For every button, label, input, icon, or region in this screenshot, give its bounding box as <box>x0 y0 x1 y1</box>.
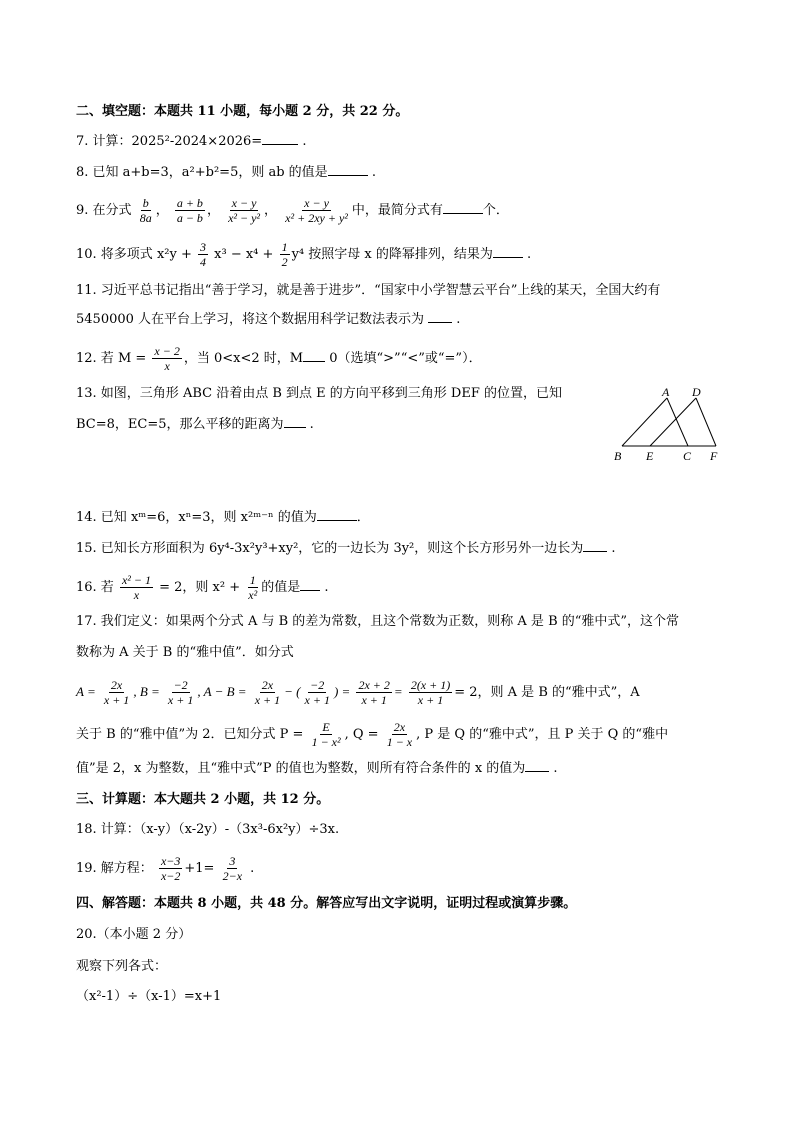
question-17-line-4 <box>76 720 668 749</box>
q13-answer-blank[interactable] <box>284 415 306 428</box>
q17-eq-g: = 2，则 A 是 B 的“雅中式”，A <box>454 685 640 700</box>
segment-ac <box>667 398 688 446</box>
q17-fraction-d: $\frac{-2}{x + 1}$ <box>304 678 330 707</box>
question-19 <box>76 854 254 883</box>
q17-fraction-q: $\frac{2x}{1 - x}$ <box>386 720 413 749</box>
q9-fraction-2: $\frac{a + b}{a - b}$ <box>176 196 203 225</box>
q9-fraction-3: $\frac{x - y}{\text{x² − y²}}$ <box>228 196 261 225</box>
q17-eq-f: = <box>393 684 403 699</box>
q16-mid: = 2，则 x² + <box>159 580 241 595</box>
label-a: A <box>662 385 670 399</box>
q8-text: 8. 已知 a+b=3，a²+b²=5，则 ab 的值是 <box>76 165 328 180</box>
question-20-title: 20.（本小题 2 分） <box>76 927 192 942</box>
question-20-intro: 观察下列各式： <box>76 959 168 974</box>
q9-suffix: 中，最简分式有 <box>351 203 443 218</box>
q9-fraction-1: $\frac{b}{8a}$ <box>139 196 152 225</box>
question-18: 18. 计算：（x-y）（x-2y）-（3x³-6x²y）÷3x. <box>76 822 340 837</box>
section3-heading: 三、计算题：本大题共 2 小题，共 12 分。 <box>76 792 330 807</box>
q12-fraction: $\frac{x - 2}{x}$ <box>154 344 180 373</box>
label-c: C <box>683 449 692 463</box>
q10-fraction-2: $\frac{1}{2}$ <box>281 240 288 269</box>
q19-fraction-2: $\frac{3}{2-x}$ <box>222 854 243 883</box>
q12-prefix: 12. 若 M = <box>76 351 147 366</box>
q17-answer-blank[interactable] <box>525 759 549 772</box>
q16-fraction-1: $\frac{\text{x² − 1}}{x}$ <box>121 573 151 602</box>
q9-fraction-4: $\frac{x - y}{\text{x² + 2xy + y²}}$ <box>285 196 348 225</box>
q16-suffix: 的值是 <box>261 580 301 595</box>
q17-line5-text: 值”是 2，x 为整数，且“雅中式”P 的值也为整数，则所有符合条件的 x 的值为 <box>76 761 526 776</box>
question-17-line-2: 数称为 A 关于 B 的“雅中值”．如分式 <box>76 645 294 660</box>
segment-ba <box>622 398 667 446</box>
q8-answer-blank[interactable] <box>328 163 368 176</box>
question-11-line-1: 11. 习近平总书记指出“善于学习，就是善于进步”．“国家中小学智慧云平台”上线的某天，全国大约有 <box>76 283 661 298</box>
segment-ed <box>650 398 696 446</box>
label-f: F <box>710 449 718 463</box>
q19-prefix: 19. 解方程： <box>76 861 153 876</box>
question-12 <box>76 344 482 373</box>
q12-suffix1: ，当 0<x<2 时，M <box>183 351 304 366</box>
question-11-line-2: 5450000 人在平台上学习，将这个数据用科学记数法表示为 . <box>76 312 461 327</box>
q14-answer-blank[interactable] <box>317 508 357 521</box>
q9-unit: 个 <box>482 203 496 218</box>
question-13-line-2: BC=8，EC=5，那么平移的距离为 . <box>76 417 314 432</box>
segment-df <box>696 398 716 446</box>
question-13-line-1: 13. 如图，三角形 ABC 沿着由点 B 到点 E 的方向平移到三角形 DEF 的位置，已知 <box>76 386 562 401</box>
q17-eq-d: − ( <box>284 684 301 699</box>
question-20-eq-1: （x²-1）÷（x-1）=x+1 <box>76 989 222 1004</box>
question-8: 8. 已知 a+b=3，a²+b²=5，则 ab 的值是 . <box>76 165 376 180</box>
q16-answer-blank[interactable] <box>300 578 320 591</box>
q14-text: 14. 已知 xᵐ=6，xⁿ=3，则 x²ᵐ⁻ⁿ 的值为 <box>76 510 317 525</box>
q19-suffix: . <box>250 861 255 876</box>
section2-heading: 二、填空题：本题共 11 小题，每小题 2 分，共 22 分。 <box>76 104 409 119</box>
q17-line4a: 关于 B 的“雅中值”为 2．已知分式 P = <box>76 727 304 742</box>
section4-heading: 四、解答题：本题共 8 小题，共 48 分。解答应写出文字说明，证明过程或演算步骤。 <box>76 896 577 911</box>
q17-line4b: , Q = <box>344 727 379 742</box>
question-16: 16. 若 $\frac{\text{x² − 1}}{x}$ = 2，则 x² + $\frac{1}{\text{x²}}$ 的值是 . <box>76 573 329 602</box>
q17-fraction-p: $\frac{E}{\text{1 − x²}}$ <box>311 720 341 749</box>
q17-fraction-b: $\frac{-2}{x + 1}$ <box>167 678 194 707</box>
question-7: 7. 计算：2025²-2024×2026= . <box>76 134 307 149</box>
q10-mid: x³ − x⁴ + <box>214 247 274 262</box>
q12-suffix2: 0（选填“>”“<”或“=”）． <box>329 351 482 366</box>
q17-eq-a: A = <box>76 684 96 699</box>
question-15: 15. 已知长方形面积为 6y⁴-3x²y³+xy²，它的一边长为 3y²，则这个长方形另外一边长为 . <box>76 541 616 556</box>
q11-line2-text: 5450000 人在平台上学习，将这个数据用科学记数法表示为 <box>76 312 425 327</box>
q7-text: 7. 计算：2025²-2024×2026= <box>76 134 263 149</box>
question-17-line-1: 17. 我们定义：如果两个分式 A 与 B 的差为常数，且这个常数为正数，则称 A 是 B 的“雅中式”，这个常 <box>76 614 680 629</box>
q17-fraction-a: $\frac{2x}{x + 1}$ <box>103 678 130 707</box>
q17-eq-b: , B = <box>133 684 160 699</box>
q9-answer-blank[interactable] <box>443 201 483 214</box>
question-17-line-5: 值”是 2，x 为整数，且“雅中式”P 的值也为整数，则所有符合条件的 x 的值为 . <box>76 761 558 776</box>
label-e: E <box>646 449 654 463</box>
question-9: 9. 在分式 $\frac{b}{8a}$ ， $\frac{a + b}{a - b}$ ， $\frac{x - y}{\text{x² − y²}}$ ， $\frac{x - y}{\text{x² + 2xy + y²}}$ 中，最简分式有 个． <box>76 196 509 225</box>
q19-fraction-1: $\frac{x-3}{x-2}$ <box>160 854 181 883</box>
q16-fraction-2: $\frac{1}{\text{x²}}$ <box>248 573 258 602</box>
q10-suffix: y⁴ 按照字母 x 的降幂排列，结果为 <box>291 247 493 262</box>
question-14: 14. 已知 xᵐ=6，xⁿ=3，则 x²ᵐ⁻ⁿ 的值为 ． <box>76 510 370 525</box>
q13-line2-text: BC=8，EC=5，那么平移的距离为 <box>76 417 284 432</box>
q10-prefix: 10. 将多项式 x²y + <box>76 247 192 262</box>
q17-eq-c: , A − B = <box>197 684 247 699</box>
q7-answer-blank[interactable] <box>262 132 298 145</box>
q17-eq-e: ) = <box>333 684 351 699</box>
q17-line4c: , P 是 Q 的“雅中式”，且 P 关于 Q 的“雅中 <box>416 727 669 742</box>
q10-answer-blank[interactable] <box>493 245 523 258</box>
translation-triangles-figure <box>612 384 724 464</box>
q10-fraction-1: $\frac{3}{4}$ <box>200 240 206 269</box>
q17-fraction-c: $\frac{2x}{x + 1}$ <box>254 678 281 707</box>
q9-prefix: 9. 在分式 <box>76 203 132 218</box>
q11-answer-blank[interactable] <box>428 310 452 323</box>
q15-answer-blank[interactable] <box>583 539 607 552</box>
label-d: D <box>692 385 701 399</box>
question-10: 10. 将多项式 x²y + $\frac{3}{4}$ x³ − x⁴ + $\frac{1}{2}$ y⁴ 按照字母 x 的降幂排列，结果为 . <box>76 240 532 269</box>
question-17-line-3 <box>76 678 640 707</box>
q19-mid: +1= <box>184 861 215 876</box>
q17-fraction-f: $\frac{2(x + 1)}{x + 1}$ <box>410 678 451 707</box>
q17-fraction-e: $\frac{2x + 2}{x + 1}$ <box>358 678 390 707</box>
label-b: B <box>614 449 622 463</box>
q12-answer-blank[interactable] <box>303 349 325 362</box>
q16-prefix: 16. 若 <box>76 580 114 595</box>
q15-text: 15. 已知长方形面积为 6y⁴-3x²y³+xy²，它的一边长为 3y²，则这个长方形另外一边长为 <box>76 541 584 556</box>
